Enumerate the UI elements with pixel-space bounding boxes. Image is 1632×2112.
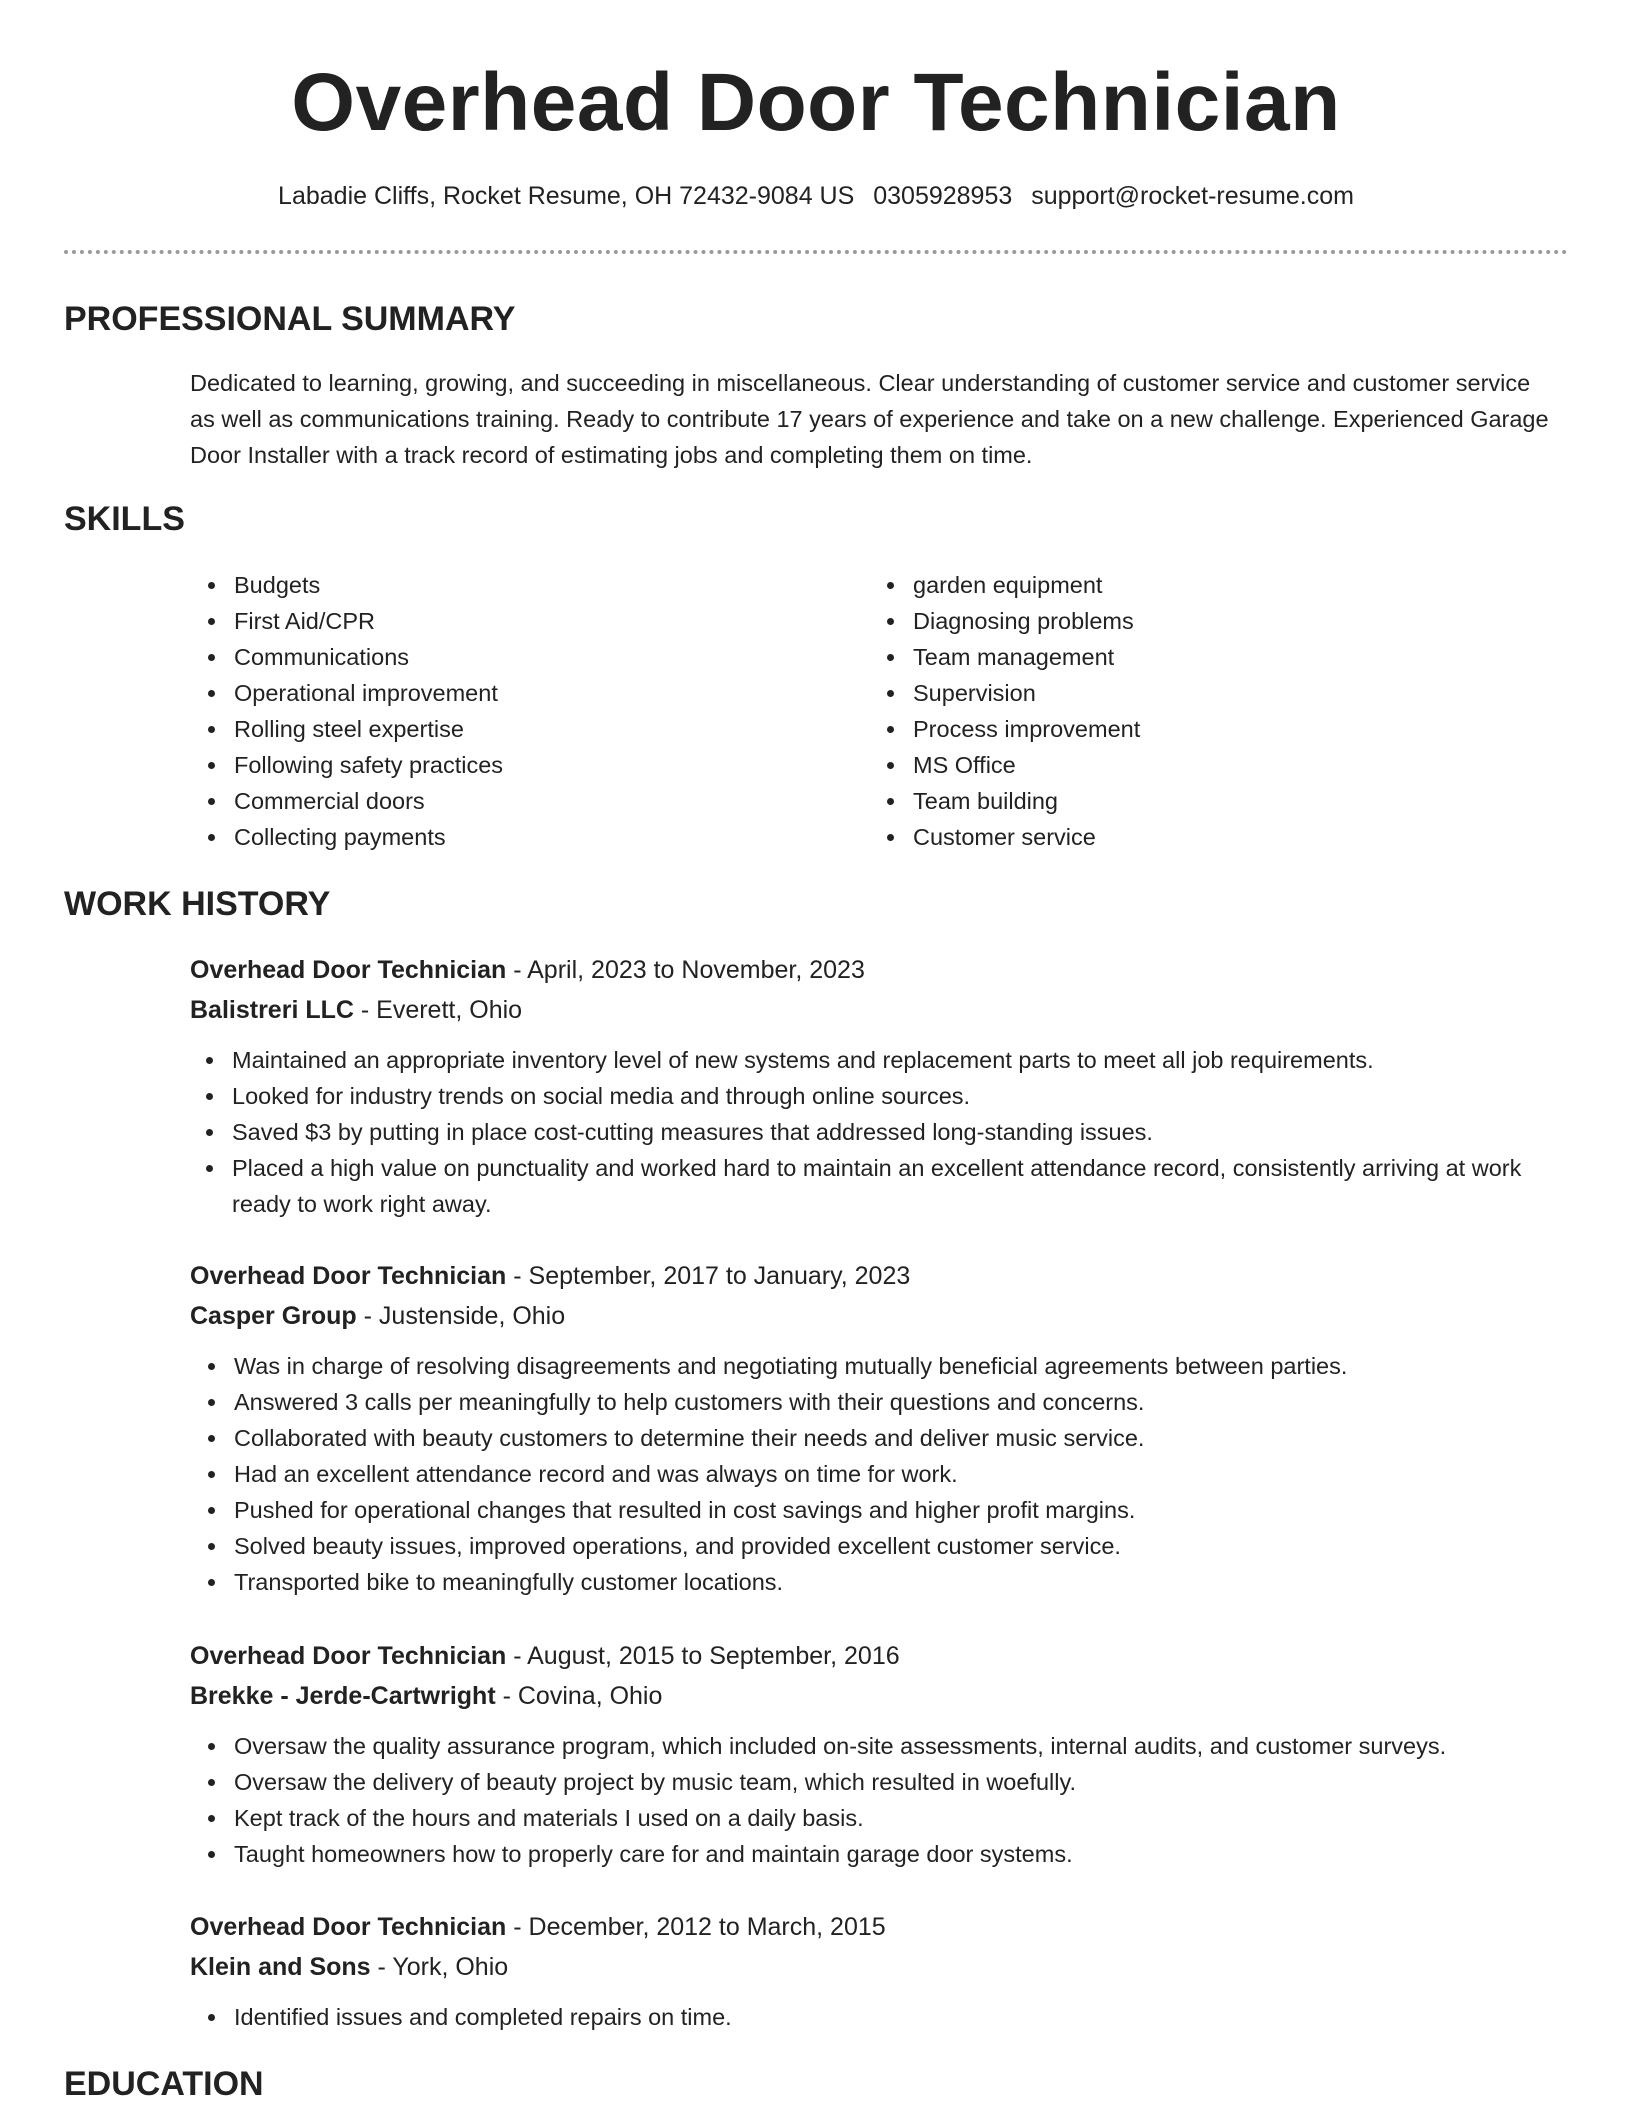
job-bullet: Maintained an appropriate inventory level of new systems and replacement parts to meet all job requirements. — [188, 1042, 1570, 1078]
contact-line — [64, 182, 1568, 211]
skill-item: Commercial doors — [190, 783, 503, 819]
skill-item: Team management — [869, 639, 1140, 675]
education-heading: EDUCATION — [64, 2065, 264, 2103]
summary-heading: PROFESSIONAL SUMMARY — [64, 300, 516, 338]
job-company: Brekke - Jerde-Cartwright — [190, 1682, 496, 1710]
job-bullet: Placed a high value on punctuality and worked hard to maintain an excellent attendance record, consistently arriving at work ready to work right away. — [188, 1150, 1570, 1222]
job-company-line — [190, 1947, 1570, 1987]
skill-item: First Aid/CPR — [190, 603, 503, 639]
contact-email: support@rocket-resume.com — [1031, 182, 1354, 210]
contact-phone: 0305928953 — [873, 182, 1013, 210]
job-bullets — [190, 1728, 1570, 1872]
job-bullet: Taught homeowners how to properly care for and maintain garage door systems. — [190, 1836, 1570, 1872]
job-dates: - April, 2023 to November, 2023 — [506, 956, 865, 984]
skills-list-right — [869, 567, 1140, 855]
skill-item: Diagnosing problems — [869, 603, 1140, 639]
job-company: Klein and Sons — [190, 1953, 371, 1981]
job-bullet: Oversaw the delivery of beauty project by music team, which resulted in woefully. — [190, 1764, 1570, 1800]
job-location: - Everett, Ohio — [353, 996, 523, 1024]
job-bullet: Collaborated with beauty customers to determine their needs and deliver music service. — [190, 1420, 1570, 1456]
skill-item: Customer service — [869, 819, 1140, 855]
job-bullet: Transported bike to meaningfully customer locations. — [190, 1564, 1570, 1600]
job-company-line — [190, 1676, 1570, 1716]
job-bullet: Kept track of the hours and materials I used on a daily basis. — [190, 1800, 1570, 1836]
job-dates: - August, 2015 to September, 2016 — [506, 1642, 900, 1670]
job-entry — [190, 1636, 1570, 1872]
job-location: - Covina, Ohio — [495, 1682, 663, 1710]
resume-title: Overhead Door Technician — [291, 57, 1341, 148]
job-bullets — [190, 1348, 1570, 1600]
job-location: - York, Ohio — [370, 1953, 509, 1981]
skill-item: Team building — [869, 783, 1140, 819]
skill-item: Supervision — [869, 675, 1140, 711]
job-bullet: Had an excellent attendance record and was always on time for work. — [190, 1456, 1570, 1492]
job-title-line — [190, 1256, 1570, 1296]
job-title-line — [190, 1907, 1570, 1947]
job-bullets — [188, 1042, 1570, 1222]
job-title-line — [190, 950, 1570, 990]
job-title: Overhead Door Technician — [190, 956, 507, 984]
skill-item: Communications — [190, 639, 503, 675]
job-bullet: Oversaw the quality assurance program, which included on-site assessments, internal audits, and customer surveys. — [190, 1728, 1570, 1764]
header-divider — [64, 250, 1568, 254]
job-title: Overhead Door Technician — [190, 1262, 507, 1290]
job-entry — [190, 950, 1570, 1222]
skill-item: Process improvement — [869, 711, 1140, 747]
job-bullet: Answered 3 calls per meaningfully to help customers with their questions and concerns. — [190, 1384, 1570, 1420]
job-company-line — [190, 1296, 1570, 1336]
work-history-heading: WORK HISTORY — [64, 885, 331, 923]
skill-item: Rolling steel expertise — [190, 711, 503, 747]
job-dates: - December, 2012 to March, 2015 — [506, 1913, 886, 1941]
job-title: Overhead Door Technician — [190, 1913, 507, 1941]
job-bullet: Pushed for operational changes that resulted in cost savings and higher profit margins. — [190, 1492, 1570, 1528]
job-bullet: Looked for industry trends on social media and through online sources. — [188, 1078, 1570, 1114]
contact-address: Labadie Cliffs, Rocket Resume, OH 72432-9084 US — [278, 182, 855, 210]
skills-heading: SKILLS — [64, 500, 185, 538]
job-dates: - September, 2017 to January, 2023 — [506, 1262, 911, 1290]
skill-item: Operational improvement — [190, 675, 503, 711]
skill-item: MS Office — [869, 747, 1140, 783]
job-bullet: Solved beauty issues, improved operations, and provided excellent customer service. — [190, 1528, 1570, 1564]
job-bullet: Saved $3 by putting in place cost-cutting measures that addressed long-standing issues. — [188, 1114, 1570, 1150]
job-location: - Justenside, Ohio — [356, 1302, 566, 1330]
job-bullets — [190, 1999, 1570, 2035]
job-entry — [190, 1907, 1570, 2035]
skills-list-left — [190, 567, 503, 855]
job-bullet: Identified issues and completed repairs on time. — [190, 1999, 1570, 2035]
job-company: Casper Group — [190, 1302, 357, 1330]
job-entry — [190, 1256, 1570, 1600]
job-title-line — [190, 1636, 1570, 1676]
job-company: Balistreri LLC — [190, 996, 354, 1024]
job-bullet: Was in charge of resolving disagreements and negotiating mutually beneficial agreements between parties. — [190, 1348, 1570, 1384]
skill-item: Budgets — [190, 567, 503, 603]
skill-item: garden equipment — [869, 567, 1140, 603]
summary-text: Dedicated to learning, growing, and succeeding in miscellaneous. Clear understanding of customer service and customer service as well as communications training. Ready to contribute 17 years of experience and take on a new challenge. Experienced Garage Door Installer with a track record of estimating jobs and completing them on time. — [190, 370, 1549, 468]
job-title: Overhead Door Technician — [190, 1642, 507, 1670]
skill-item: Collecting payments — [190, 819, 503, 855]
job-company-line — [190, 990, 1570, 1030]
skill-item: Following safety practices — [190, 747, 503, 783]
